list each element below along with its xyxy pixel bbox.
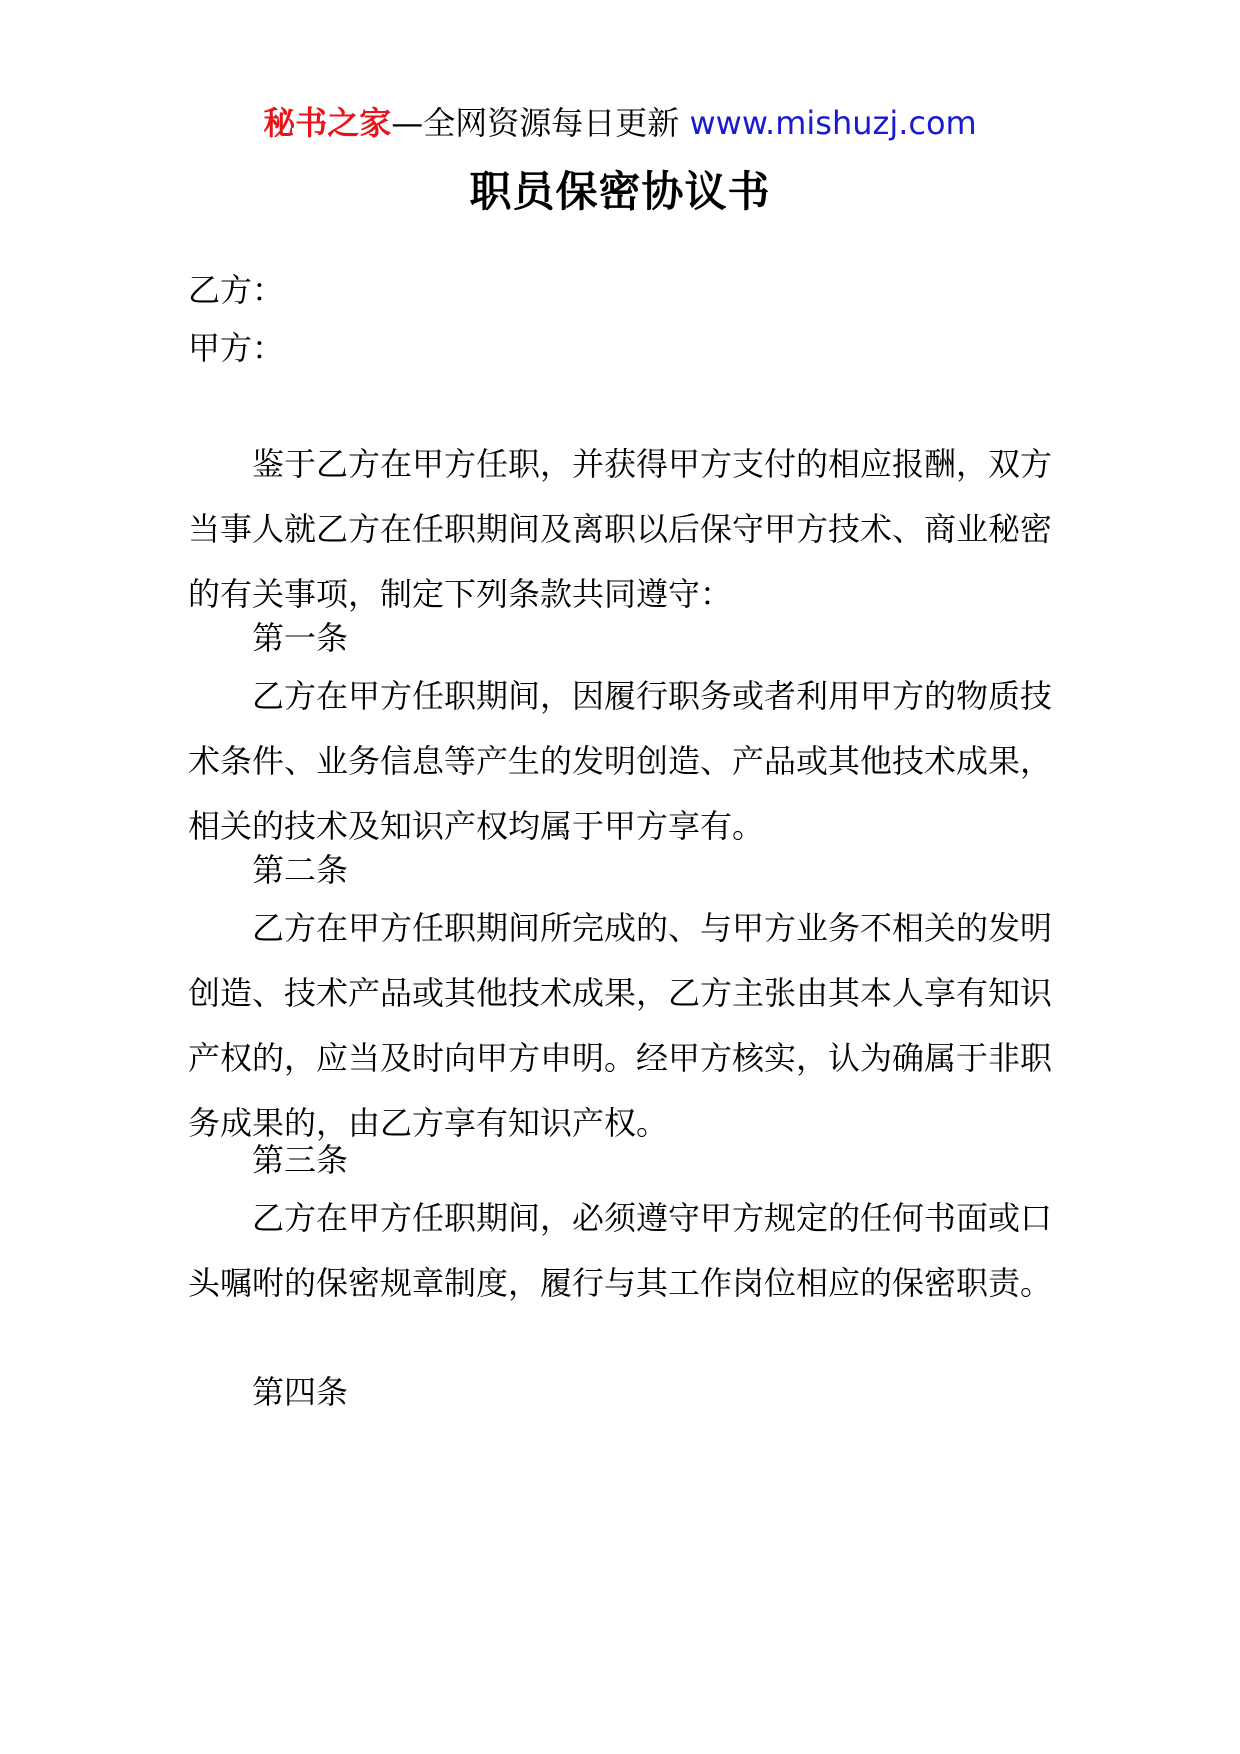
banner-site-name: 秘书之家	[263, 104, 392, 142]
article-1-heading: 第一条	[252, 619, 349, 657]
article-2-paragraph	[188, 896, 1054, 1156]
banner-tagline: —全网资源每日更新	[391, 104, 690, 142]
article-3-text: 乙方在甲方任职期间，必须遵守甲方规定的任何书面或口头嘱咐的保密规章制度，履行与其工作岗位相应的保密职责。	[188, 1199, 1053, 1302]
article-1-text: 乙方在甲方任职期间，因履行职务或者利用甲方的物质技术条件、业务信息等产生的发明创造、产品或其他技术成果，相关的技术及知识产权均属于甲方享有。	[188, 677, 1053, 845]
article-3-heading: 第三条	[252, 1141, 349, 1179]
party-b-line: 乙方：	[188, 271, 285, 309]
article-1-paragraph	[188, 664, 1054, 859]
banner-url[interactable]: www.mishuzj.com	[689, 104, 977, 142]
article-4-heading: 第四条	[252, 1373, 349, 1411]
preamble-paragraph	[188, 432, 1054, 627]
site-banner	[0, 100, 1240, 146]
document-title: 职员保密协议书	[469, 167, 771, 216]
article-2-text: 乙方在甲方任职期间所完成的、与甲方业务不相关的发明创造、技术产品或其他技术成果，乙方主张由其本人享有知识产权的，应当及时向甲方申明。经甲方核实，认为确属于非职务成果的，由乙方享有知识产权。	[188, 909, 1053, 1142]
preamble-text: 鉴于乙方在甲方任职，并获得甲方支付的相应报酬，双方当事人就乙方在任职期间及离职以后保守甲方技术、商业秘密的有关事项，制定下列条款共同遵守：	[188, 445, 1053, 613]
article-2-heading: 第二条	[252, 851, 349, 889]
article-3-paragraph	[188, 1186, 1054, 1316]
party-a-line: 甲方：	[188, 329, 285, 367]
